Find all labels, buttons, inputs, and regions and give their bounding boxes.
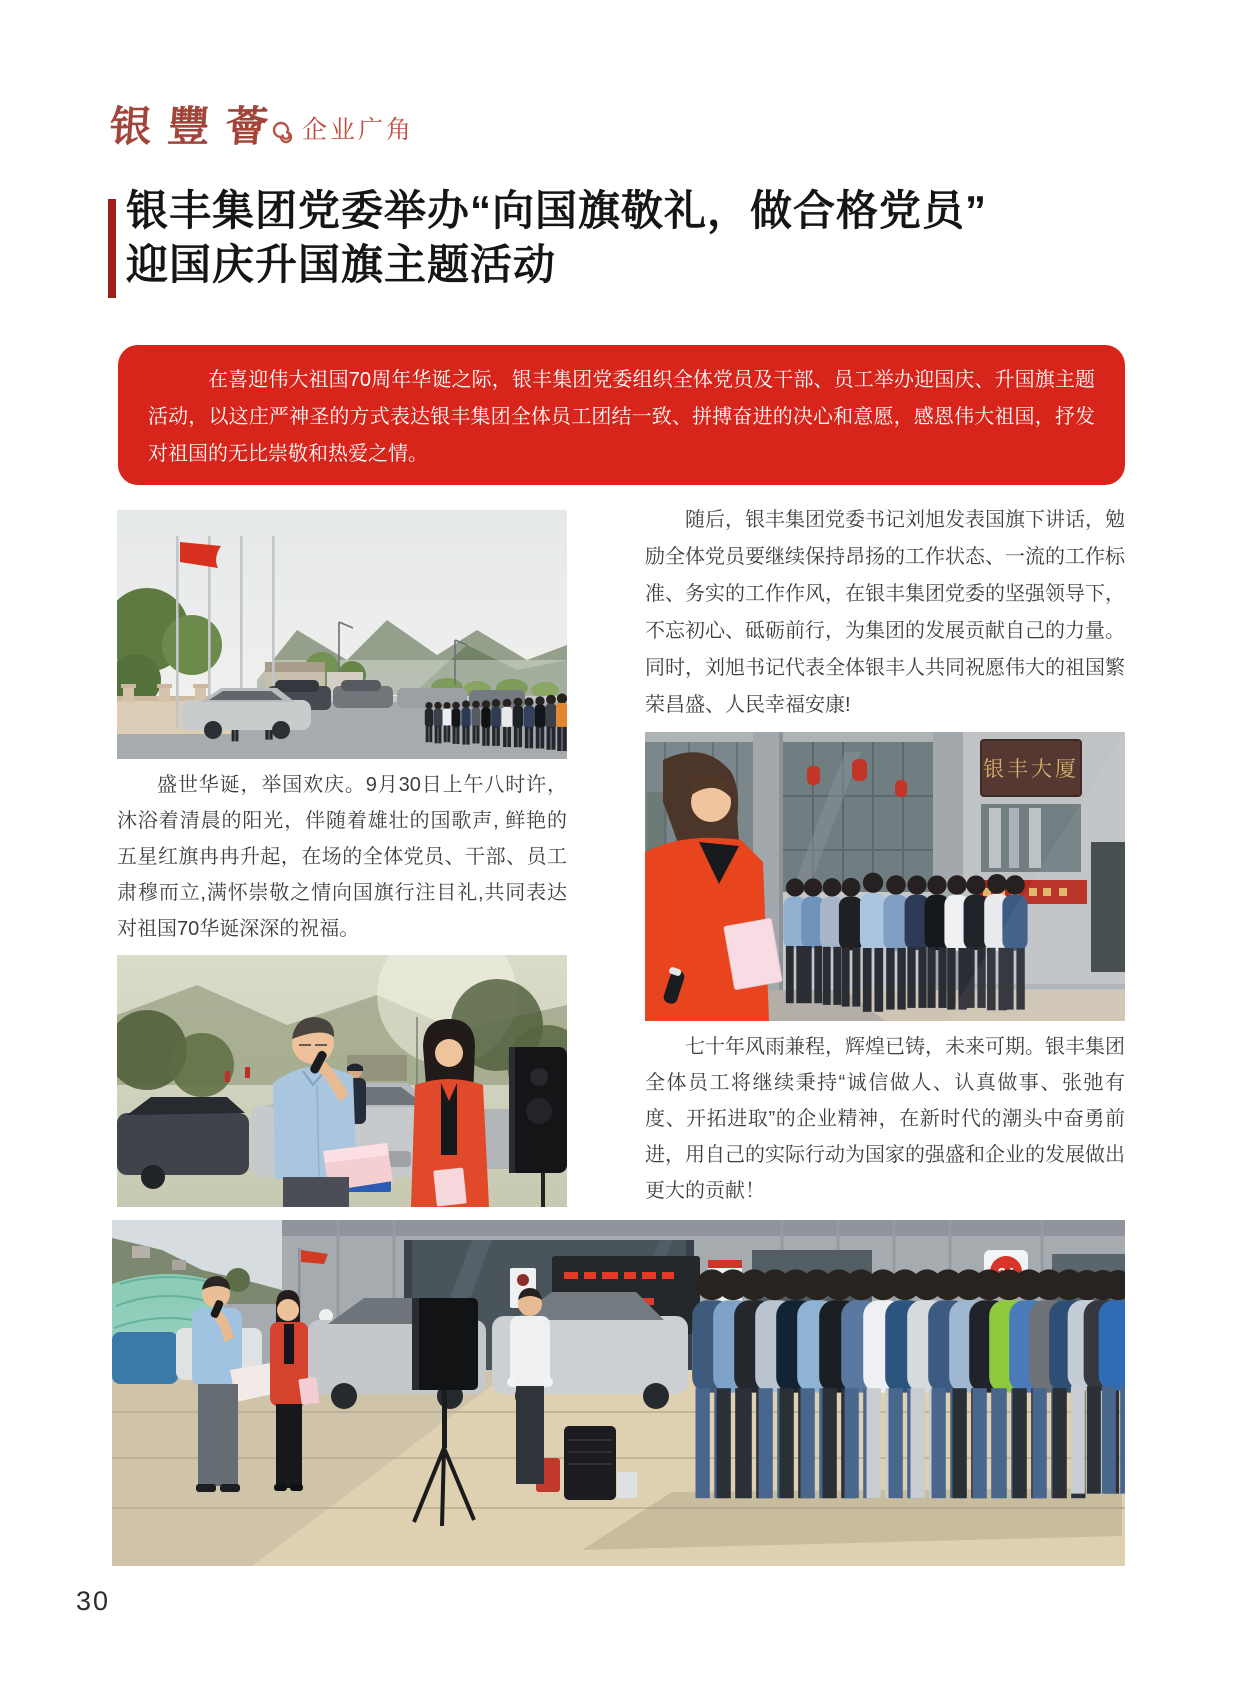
building-sign <box>981 740 1081 796</box>
magazine-logo-text: 银豐薈 <box>108 103 286 150</box>
article-title-line2: 迎国庆升国旗主题活动 <box>126 241 557 288</box>
photo-group-lineup <box>112 1220 1125 1566</box>
section-label: 企业广角 <box>302 116 415 144</box>
paragraph-ceremony: 盛世华诞，举国欢庆。9月30日上午八时许，沐浴着清晨的阳光，伴随着雄壮的国歌声, 鲜艳的五星红旗冉冉升起，在场的全体党员、干部、员工肃穆而立,满怀崇敬之情向国旗行注目礼,共同表达对祖国70华诞深深的祝福。 <box>117 774 567 940</box>
photo-flag-raising <box>117 510 567 759</box>
building-sign-text: 银丰大厦 <box>983 758 1079 781</box>
photo-speech <box>117 955 567 1207</box>
page-number: 30 <box>76 1586 111 1616</box>
lead-text: 在喜迎伟大祖国70周年华诞之际，银丰集团党委组织全体党员及干部、员工举办迎国庆、升国旗主题活动，以这庄严神圣的方式表达银丰集团全体员工团结一致、拼搏奋进的决心和意愿，感恩伟大祖国，抒发对祖国的无比崇敬和热爱之情。 <box>148 369 1095 465</box>
paragraph-closing: 七十年风雨兼程，辉煌已铸，未来可期。银丰集团全体员工将继续秉持“诚信做人、认真做事、张弛有度、开拓进取”的企业精神，在新时代的潮头中奋勇前进，用自己的实际行动为国家的强盛和企业的发展做出更大的贡献！ <box>645 1036 1125 1202</box>
lead-banner <box>118 345 1125 485</box>
title-accent-bar <box>108 199 116 298</box>
swirl-icon <box>266 116 296 146</box>
paragraph-speech: 随后，银丰集团党委书记刘旭发表国旗下讲话，勉励全体党员要继续保持昂扬的工作状态、一流的工作标准、务实的工作作风，在银丰集团党委的坚强领导下，不忘初心、砥砺前行，为集团的发展贡献自己的力量。同时，刘旭书记代表全体银丰人共同祝愿伟大的祖国繁荣昌盛、人民幸福安康! <box>645 509 1125 716</box>
photo-building-lineup <box>645 732 1125 1021</box>
article-title-line1: 银丰集团党委举办“向国旗敬礼，做合格党员” <box>126 187 988 234</box>
article-title <box>126 184 1131 292</box>
